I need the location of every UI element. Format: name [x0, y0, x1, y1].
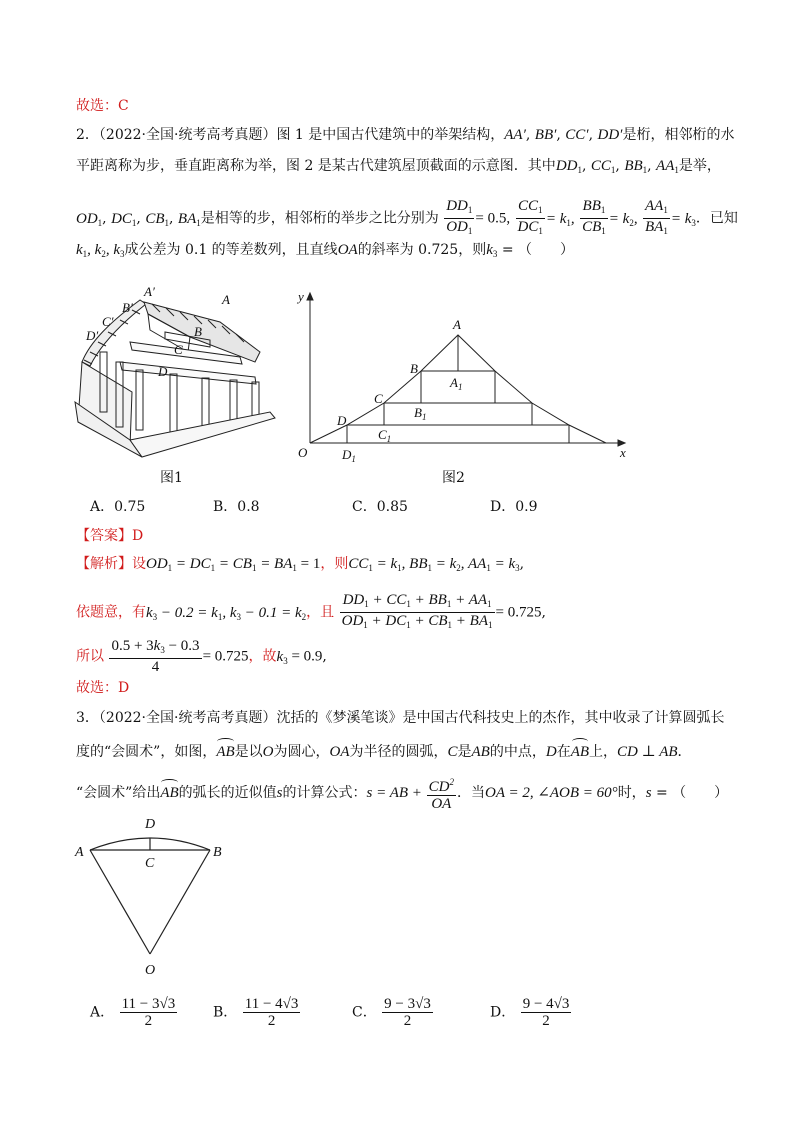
q2-option-c: C．0.85 — [352, 499, 408, 515]
fig1-label-a-prime: A′ — [144, 284, 155, 299]
q2-stem-line-3: $OD_1$, $DC_1$, $CB_1$, $BA_1$是相等的步，相邻桁的举步之比分别为 $\frac{DD_1}{OD_1}$ = 0.5, $\frac{CC_1}{DC_1}$ = $k_1$, $\frac{BB_1}{CB_1}$ = $k_2$, $\frac{AA_1}{BA_1}$ = $k_3$．已知 — [76, 198, 738, 236]
q3-label-b: B — [213, 845, 222, 860]
q3-label-a: A — [75, 845, 84, 860]
q2-answer: 【答案】D — [76, 528, 144, 544]
fig2-label-c: C — [374, 391, 383, 406]
fig2-label-b: B — [410, 361, 418, 376]
q3-radius-oa — [90, 850, 150, 954]
fig1-label-d-prime: D′ — [86, 328, 99, 343]
q2-analysis-line-2: 依题意，有$k_3 - 0.2 = k_1$, $k_3 - 0.1 = k_2$，且 $\frac{DD_1 + CC_1 + BB_1 + AA_1}{OD_1 + DC_1 + CB_1 + BA_1}$ = 0.725, — [76, 592, 546, 630]
q3-label-c: C — [145, 856, 155, 871]
fig1-label-d: D — [158, 364, 168, 379]
q3-option-a: A． $\frac{11 - 3√3}{2}$ — [90, 996, 176, 1029]
fig2-label-c1: $C_1$ — [378, 427, 392, 444]
q3-option-c: C． $\frac{9 - 3√3}{2}$ — [352, 996, 431, 1029]
fig1-label-b: B — [194, 324, 202, 339]
figure-2-roof-section — [290, 285, 640, 465]
q3-label-d: D — [145, 817, 156, 832]
fig1-label-a: A — [222, 292, 230, 307]
q3-stem-line-2: 度的“会圆术”，如图，AB是以O为圆心，OA为半径的圆弧，C是AB的中点，D在AB上，CD ⊥ AB． — [76, 738, 692, 762]
figure-2-caption: 图2 — [442, 470, 465, 486]
q2-analysis-line-3: 所以 $\frac{0.5 + 3k_3 - 0.3}{4}$ = 0.725，故$k_3 = 0.9$, — [76, 638, 327, 675]
fig2-label-o: O — [298, 445, 308, 460]
q3-radius-ob — [150, 850, 210, 954]
fig1-label-b-prime: B′ — [122, 300, 133, 315]
q3-stem-line-3: “会圆术”给出AB的弧长的近似值s的计算公式：s = AB + $\frac{CD^2}{OA}$ ．当OA = 2, ∠AOB = 60°时，s = （ ） — [76, 774, 728, 812]
q2-answer-line: 故选：D — [76, 680, 130, 696]
fig2-label-y: y — [298, 289, 304, 304]
q3-option-d: D． $\frac{9 - 4√3}{2}$ — [490, 996, 570, 1029]
fig1-label-c-prime: C′ — [102, 314, 114, 329]
q2-stem-line-2: 平距离称为步，垂直距离称为举，图 2 是某古代建筑屋顶截面的示意图．其中$DD_1$, $CC_1$, $BB_1$, $AA_1$是举， — [76, 158, 721, 175]
q2-stem-line-4: $k_1$, $k_2$, $k_3$成公差为 0.1 的等差数列，且直线OA的斜率为 0.725，则$k_3$ = （ ） — [76, 242, 575, 259]
fig1-label-c: C — [174, 342, 183, 357]
figure-1-roof-structure — [70, 282, 280, 462]
fig2-label-a1: $A_1$ — [450, 375, 463, 392]
q3-stem-line-1: 3．（2022·全国·统考高考真题）沈括的《梦溪笔谈》是中国古代科技史上的杰作，其中收录了计算圆弧长 — [76, 710, 725, 726]
fig2-label-d: D — [337, 413, 347, 428]
q1-answer-line: 故选：C — [76, 98, 129, 114]
fig2-label-d1: $D_1$ — [342, 447, 356, 464]
fig2-label-a: A — [453, 317, 461, 332]
fig2-label-b1: $B_1$ — [414, 405, 427, 422]
q3-option-b: B． $\frac{11 - 4√3}{2}$ — [213, 996, 299, 1029]
fig2-label-x: x — [620, 445, 626, 460]
q2-option-a: A．0.75 — [90, 499, 146, 515]
q2-stem-line-1: 2．（2022·全国·统考高考真题）图 1 是中国古代建筑中的举架结构，AA′, BB′, CC′, DD′是桁，相邻桁的水 — [76, 127, 735, 143]
q2-option-b: B．0.8 — [213, 499, 260, 515]
q3-figure-sector — [70, 812, 240, 982]
q2-option-d: D．0.9 — [490, 499, 538, 515]
figure-1-caption: 图1 — [160, 470, 183, 486]
q3-label-o: O — [145, 963, 156, 978]
q2-analysis-line-1: 【解析】设$OD_1 = DC_1 = CB_1 = BA_1 = 1$，则$CC_1 = k_1$, $BB_1 = k_2$, $AA_1 = k_3$, — [76, 556, 525, 573]
